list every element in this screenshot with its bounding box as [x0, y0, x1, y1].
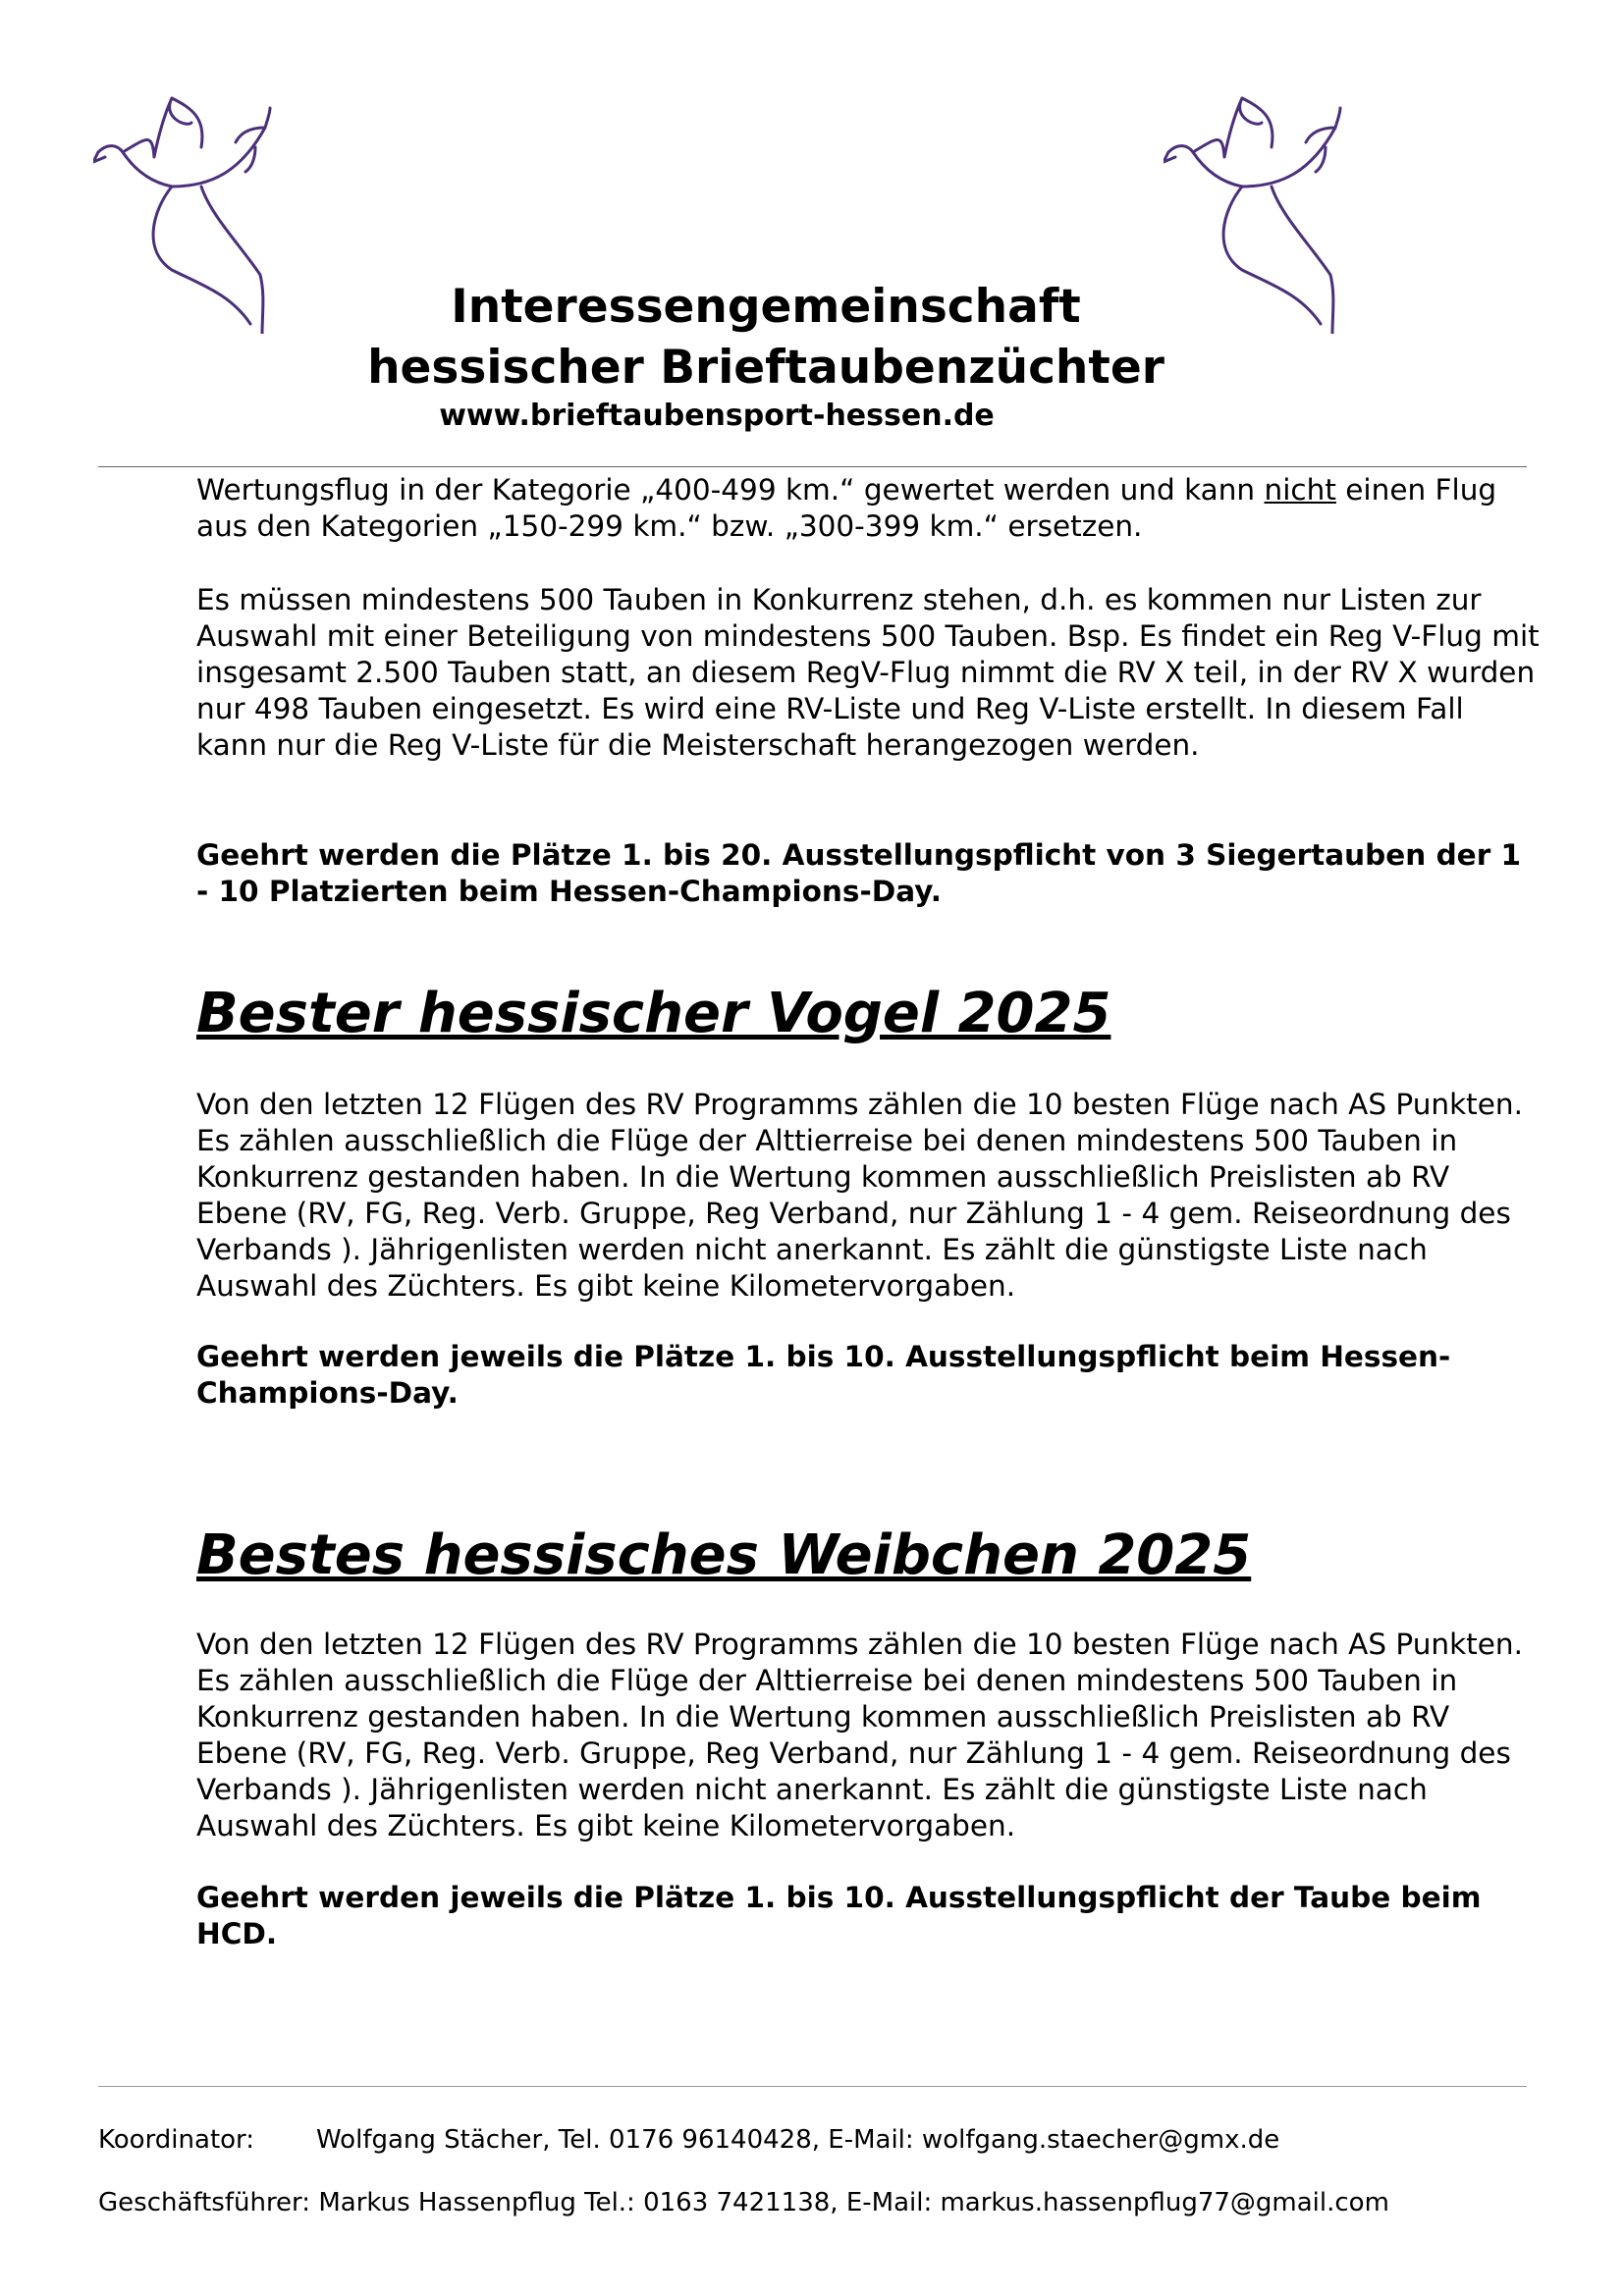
section-heading-weibchen: Bestes hessisches Weibchen 2025	[196, 1523, 1252, 1587]
paragraph-competition-rule: Es müssen mindestens 500 Tauben in Konkurrenz stehen, d.h. es kommen nur Listen zur Auswahl mit einer Beteiligung von mindestens 500 Tauben. Bsp. Es findet ein Reg V-Flug mit insgesamt 2.500 Tauben statt, an diesem RegV-Flug nimmt die RV X teil, in der RV X wurden nur 498 Tauben eingesetzt. Es wird eine RV-Liste und Reg V-Liste erstellt. In diesem Fall kann nur die Reg V-Liste für die Meisterschaft herangezogen werden.	[196, 583, 1540, 762]
paragraph-category-rule	[196, 472, 1542, 545]
footer-label: Koordinator:	[98, 2125, 255, 2155]
header-divider	[98, 466, 1527, 467]
website-url[interactable]: www.brieftaubensport-hessen.de	[439, 399, 995, 433]
paragraph-weibchen-rules: Von den letzten 12 Flügen des RV Programms zählen die 10 besten Flüge nach AS Punkten. Es zählen ausschließlich die Flüge der Alttierreise bei denen mindestens 500 Tauben in Konkurrenz gestanden haben. In die Wertung kommen ausschließlich Preislisten ab RV Ebene (RV, FG, Reg. Verb. Gruppe, Reg Verband, nur Zählung 1 - 4 gem. Reiseordnung des Verbands ). Jährigenlisten werden nicht anerkannt. Es zählt die günstigste Liste nach Auswahl des Züchters. Es gibt keine Kilometervorgaben.	[196, 1628, 1523, 1842]
footer-contact: Wolfgang Stächer, Tel. 0176 96140428, E-Mail: wolfgang.staecher@gmx.de	[316, 2125, 1280, 2155]
paragraph-text: Wertungsflug in der Kategorie „400-499 km.“ gewertet werden und kann	[196, 473, 1265, 507]
org-title-line1: Interessengemeinschaft	[451, 280, 1081, 334]
org-title-line2: hessischer Brieftaubenzüchter	[367, 341, 1164, 395]
section-heading-vogel: Bester hessischer Vogel 2025	[196, 982, 1111, 1045]
footer-manager	[98, 2186, 1389, 2219]
paragraph-weibchen-honors: Geehrt werden jeweils die Plätze 1. bis 10. Ausstellungspflicht der Taube beim HCD.	[196, 1881, 1482, 1950]
footer-coordinator	[98, 2123, 1279, 2157]
paragraph-honors: Geehrt werden die Plätze 1. bis 20. Ausstellungspflicht von 3 Siegertauben der 1 - 10 Platzierten beim Hessen-Champions-Day.	[196, 838, 1522, 908]
footer-label: Geschäftsführer:	[98, 2188, 311, 2217]
footer-divider	[98, 2086, 1527, 2087]
paragraph-text: einen Flug aus den Kategorien „150-299 km.“ bzw. „300-399 km.“ ersetzen.	[196, 473, 1497, 543]
paragraph-vogel-rules: Von den letzten 12 Flügen des RV Programms zählen die 10 besten Flüge nach AS Punkten. Es zählen ausschließlich die Flüge der Alttierreise bei denen mindestens 500 Tauben in Konkurrenz gestanden haben. In die Wertung kommen ausschließlich Preislisten ab RV Ebene (RV, FG, Reg. Verb. Gruppe, Reg Verband, nur Zählung 1 - 4 gem. Reiseordnung des Verbands ). Jährigenlisten werden nicht anerkannt. Es zählt die günstigste Liste nach Auswahl des Züchters. Es gibt keine Kilometervorgaben.	[196, 1088, 1523, 1303]
underlined-word: nicht	[1264, 473, 1336, 507]
footer-contact: Markus Hassenpflug Tel.: 0163 7421138, E-Mail: markus.hassenpflug77@gmail.com	[310, 2188, 1389, 2217]
paragraph-vogel-honors: Geehrt werden jeweils die Plätze 1. bis 10. Ausstellungspflicht beim Hessen-Champions-Day.	[196, 1340, 1451, 1410]
